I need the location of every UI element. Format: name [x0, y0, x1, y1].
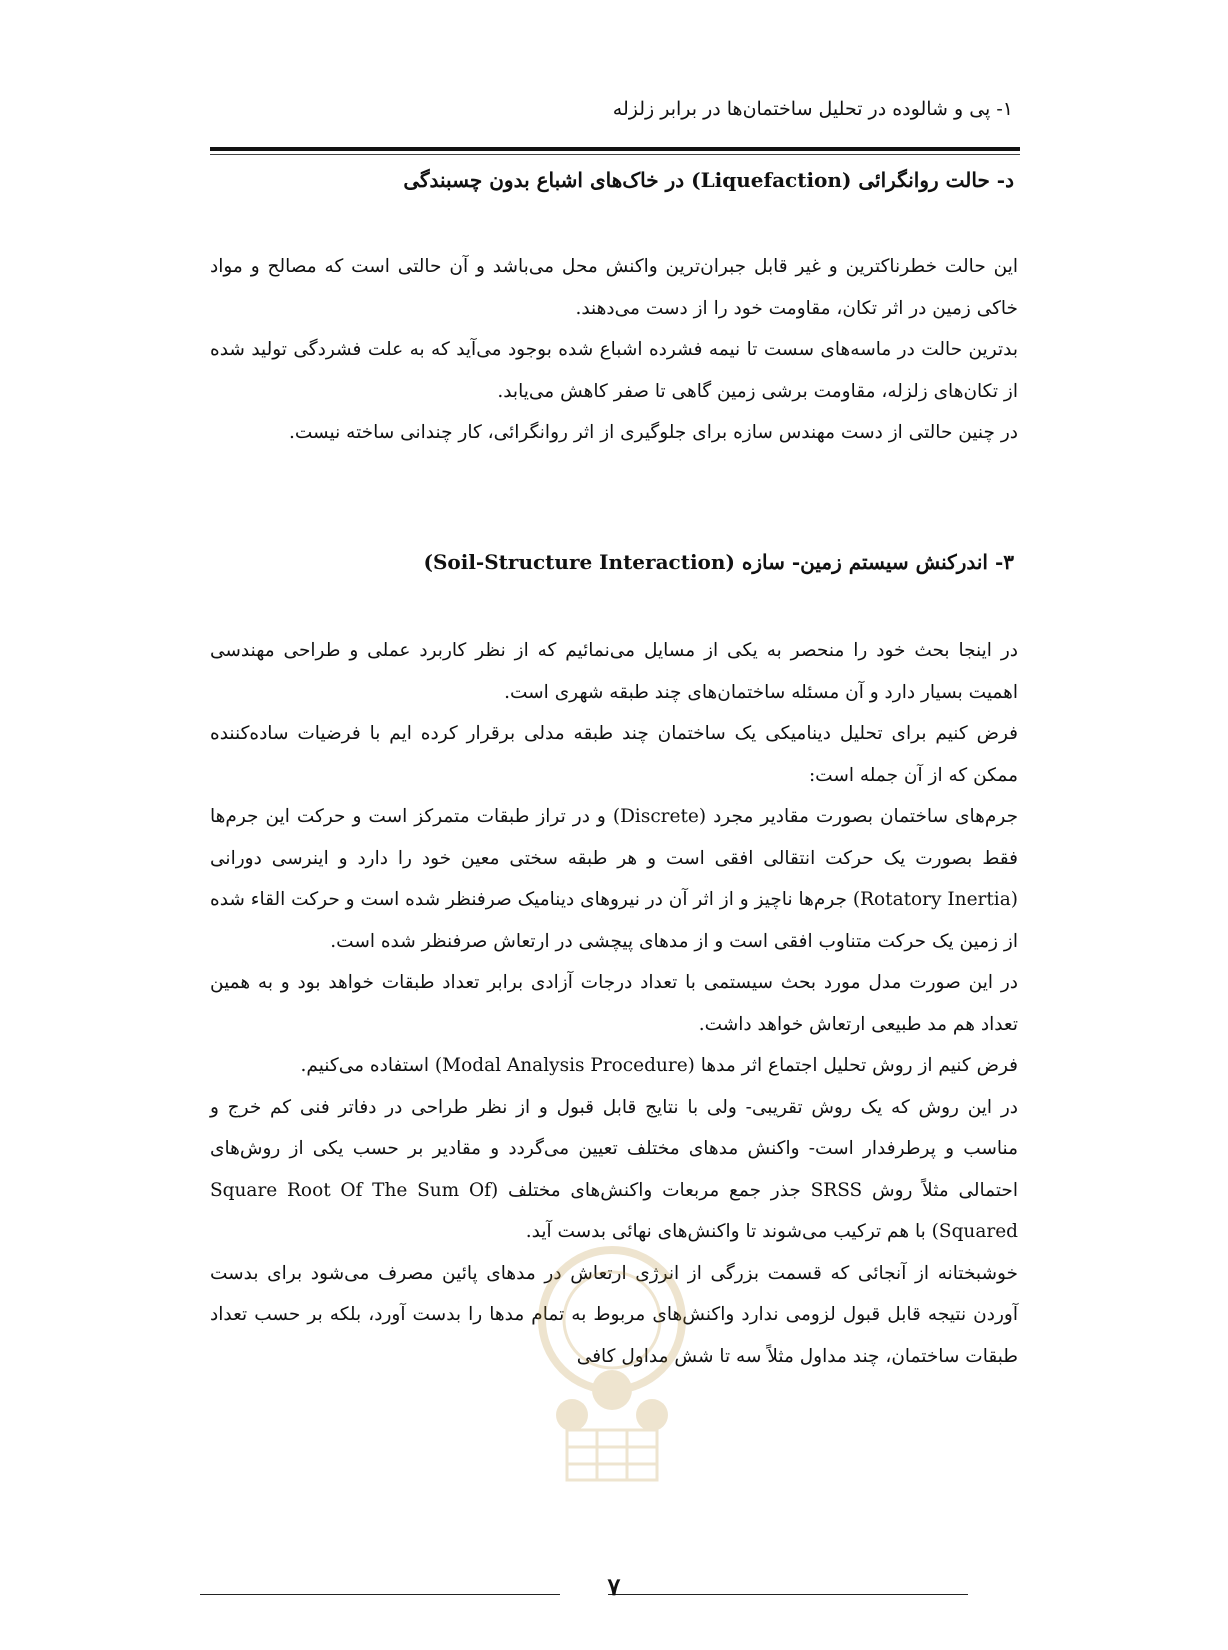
page-number: ۷ — [607, 1572, 621, 1601]
paragraph: بدترین حالت در ماسه‌های سست تا نیمه فشرده اشباع شده بوجود می‌آید که به علت فشردگی تولید شده از تکان‌های زلزله، مقاومت برشی زمین گاهی تا صفر کاهش می‌یابد. — [210, 339, 1018, 402]
paragraph: در این روش که یک روش تقریبی- ولی با نتایج قابل قبول و از نظر طراحی در دفاتر فنی کم خرج و مناسب و پرطرفدار است- واکنش مدهای مختلف تعیین می‌گردد و مقادیر بر حسب یکی از روش‌های احتمالی مثلاً روش SRSS جذر جمع مربعات واکنش‌های مختلف (Square Root Of The Sum Of Squared) با هم ترکیب می‌شوند تا واکنش‌های نهائی بدست آید. — [210, 1096, 1018, 1242]
paragraph: خوشبختانه از آنجائی که قسمت بزرگی از انرژی ارتعاش در مدهای پائین مصرف می‌شود برای بدست آوردن نتیجه قابل قبول لزومی ندارد واکنش‌های مربوط به تمام مدها را بدست آورد، بلکه بر حسب تعداد طبقات ساختمان، چند مداول مثلاً سه تا شش مداول کافی — [210, 1262, 1018, 1367]
section-d-body — [210, 246, 1018, 454]
header-rule-thick — [210, 147, 1020, 151]
header-rule-thin — [210, 154, 1020, 155]
section-d-heading: د- حالت روانگرائی (Liquefaction) در خاک‌های اشباع بدون چسبندگی — [403, 168, 1014, 192]
paragraph: فرض کنیم برای تحلیل دینامیکی یک ساختمان چند طبقه مدلی برقرار کرده ایم با فرضیات ساده‌کننده ممکن که از آن جمله است: — [210, 723, 1018, 786]
section-3-heading: ۳- اندرکنش سیستم زمین- سازه (Soil-Structure Interaction) — [423, 550, 1014, 574]
paragraph: در این صورت مدل مورد بحث سیستمی با تعداد درجات آزادی برابر تعداد طبقات خواهد بود و به همین تعداد هم مد طبیعی ارتعاش خواهد داشت. — [210, 972, 1018, 1035]
paragraph: این حالت خطرناکترین و غیر قابل جبران‌ترین واکنش محل می‌باشد و آن حالتی است که مصالح و مواد خاکی زمین در اثر تکان، مقاومت خود را از دست می‌دهند. — [210, 256, 1018, 319]
section-3-body — [210, 630, 1018, 1377]
running-header: ۱- پی و شالوده در تحلیل ساختمان‌ها در برابر زلزله — [612, 98, 1013, 120]
paragraph: در چنین حالتی از دست مهندس سازه برای جلوگیری از اثر روانگرائی، کار چندانی ساخته نیست. — [288, 422, 1018, 443]
paragraph: جرم‌های ساختمان بصورت مقادیر مجرد (Discrete) و در تراز طبقات متمرکز است و حرکت این جرم‌ها فقط بصورت یک حرکت انتقالی افقی است و هر طبقه سختی معین خود را دارد و اینرسی دورانی (Rotatory Inertia) جرم‌ها ناچیز و از اثر آن در نیروهای دینامیک صرفنظر شده است و حرکت القاء شده از زمین یک حرکت متناوب افقی است و از مدهای پیچشی در ارتعاش صرفنظر شده است. — [210, 806, 1019, 952]
paragraph: در اینجا بحث خود را منحصر به یکی از مسایل می‌نمائیم که از نظر کاربرد عملی و طراحی مهندسی اهمیت بسیار دارد و آن مسئله ساختمان‌های چند طبقه شهری است. — [210, 640, 1018, 703]
paragraph: فرض کنیم از روش تحلیل اجتماع اثر مدها (Modal Analysis Procedure) استفاده می‌کنیم. — [300, 1055, 1018, 1076]
